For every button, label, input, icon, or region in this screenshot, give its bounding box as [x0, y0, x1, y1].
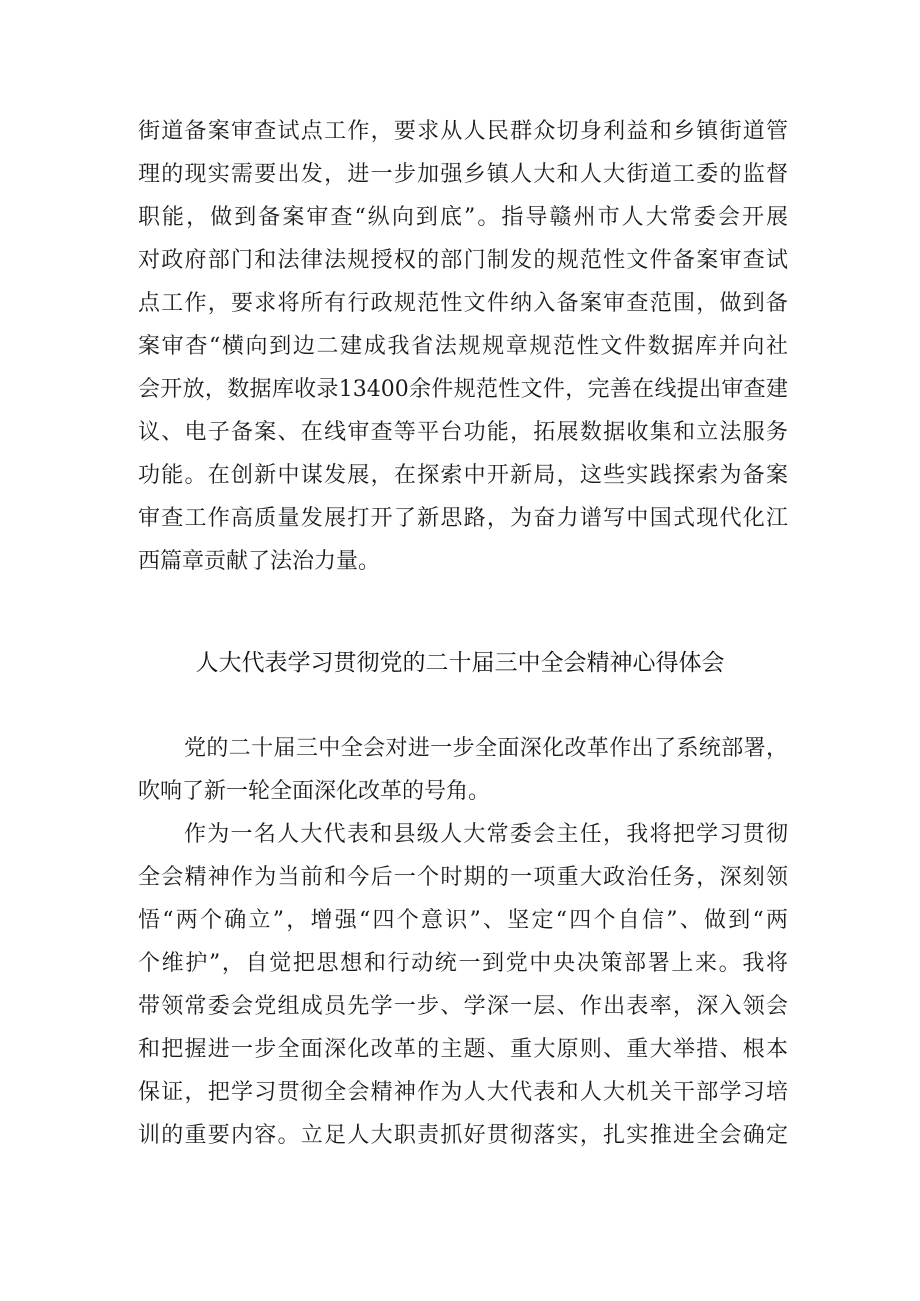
text-line: 审查工作高质量发展打开了新思路，为奋力谱写中国式现代化江 — [138, 506, 788, 531]
article-title: 人大代表学习贯彻党的二十届三中全会精神心得体会 — [195, 650, 725, 676]
text-line: 作为一名人大代表和县级人大常委会主任，我将把学习贯彻 — [184, 822, 788, 847]
text-line: 吹响了新一轮全面深化改革的号角。 — [138, 779, 491, 804]
text-line: 功能。在创新中谋发展，在探索中开新局，这些实践探索为备案 — [138, 463, 788, 488]
text-line: 案审杳“横向到边二建成我省法规规章规范性文件数据库并向社 — [138, 334, 788, 359]
text-line: 理的现实需要出发，进一步加强乡镇人大和人大街道工委的监督 — [138, 162, 788, 187]
text-line: 带领常委会党组成员先学一步、学深一层、作出表率，深入领会 — [138, 994, 788, 1019]
text-line: 保证，把学习贯彻全会精神作为人大代表和人大机关干部学习培 — [138, 1080, 788, 1105]
text-line: 全会精神作为当前和今后一个时期的一项重大政治任务，深刻领 — [138, 865, 788, 890]
text-line: 街道备案审查试点工作，要求从人民群众切身利益和乡镇街道管 — [138, 119, 788, 144]
text-line: 训的重要内容。立足人大职责抓好贯彻落实，扎实推进全会确定 — [138, 1123, 788, 1148]
text-line: 个维护”，自觉把思想和行动统一到党中央决策部署上来。我将 — [138, 951, 788, 976]
text-line: 职能，做到备案审查“纵向到底”。指导赣州市人大常委会开展 — [138, 205, 788, 230]
text-line: 西篇章贡献了法治力量。 — [138, 549, 381, 574]
text-line: 悟“两个确立”，增强“四个意识”、坚定“四个自信”、做到“两 — [138, 908, 788, 933]
text-line: 议、电子备案、在线审查等平台功能，拓展数据收集和立法服务 — [138, 420, 788, 445]
text-line: 党的二十届三中全会对进一步全面深化改革作出了系统部署， — [184, 736, 788, 761]
text-line: 和把握进一步全面深化改革的主题、重大原则、重大举措、根本 — [138, 1037, 788, 1062]
text-line: 会开放，数据库收录13400余件规范性文件，完善在线提出审查建 — [138, 377, 788, 402]
text-line: 对政府部门和法律法规授权的部门制发的规范性文件备案审查试 — [138, 248, 788, 273]
text-line: 点工作，要求将所有行政规范性文件纳入备案审查范围，做到备 — [138, 291, 788, 316]
